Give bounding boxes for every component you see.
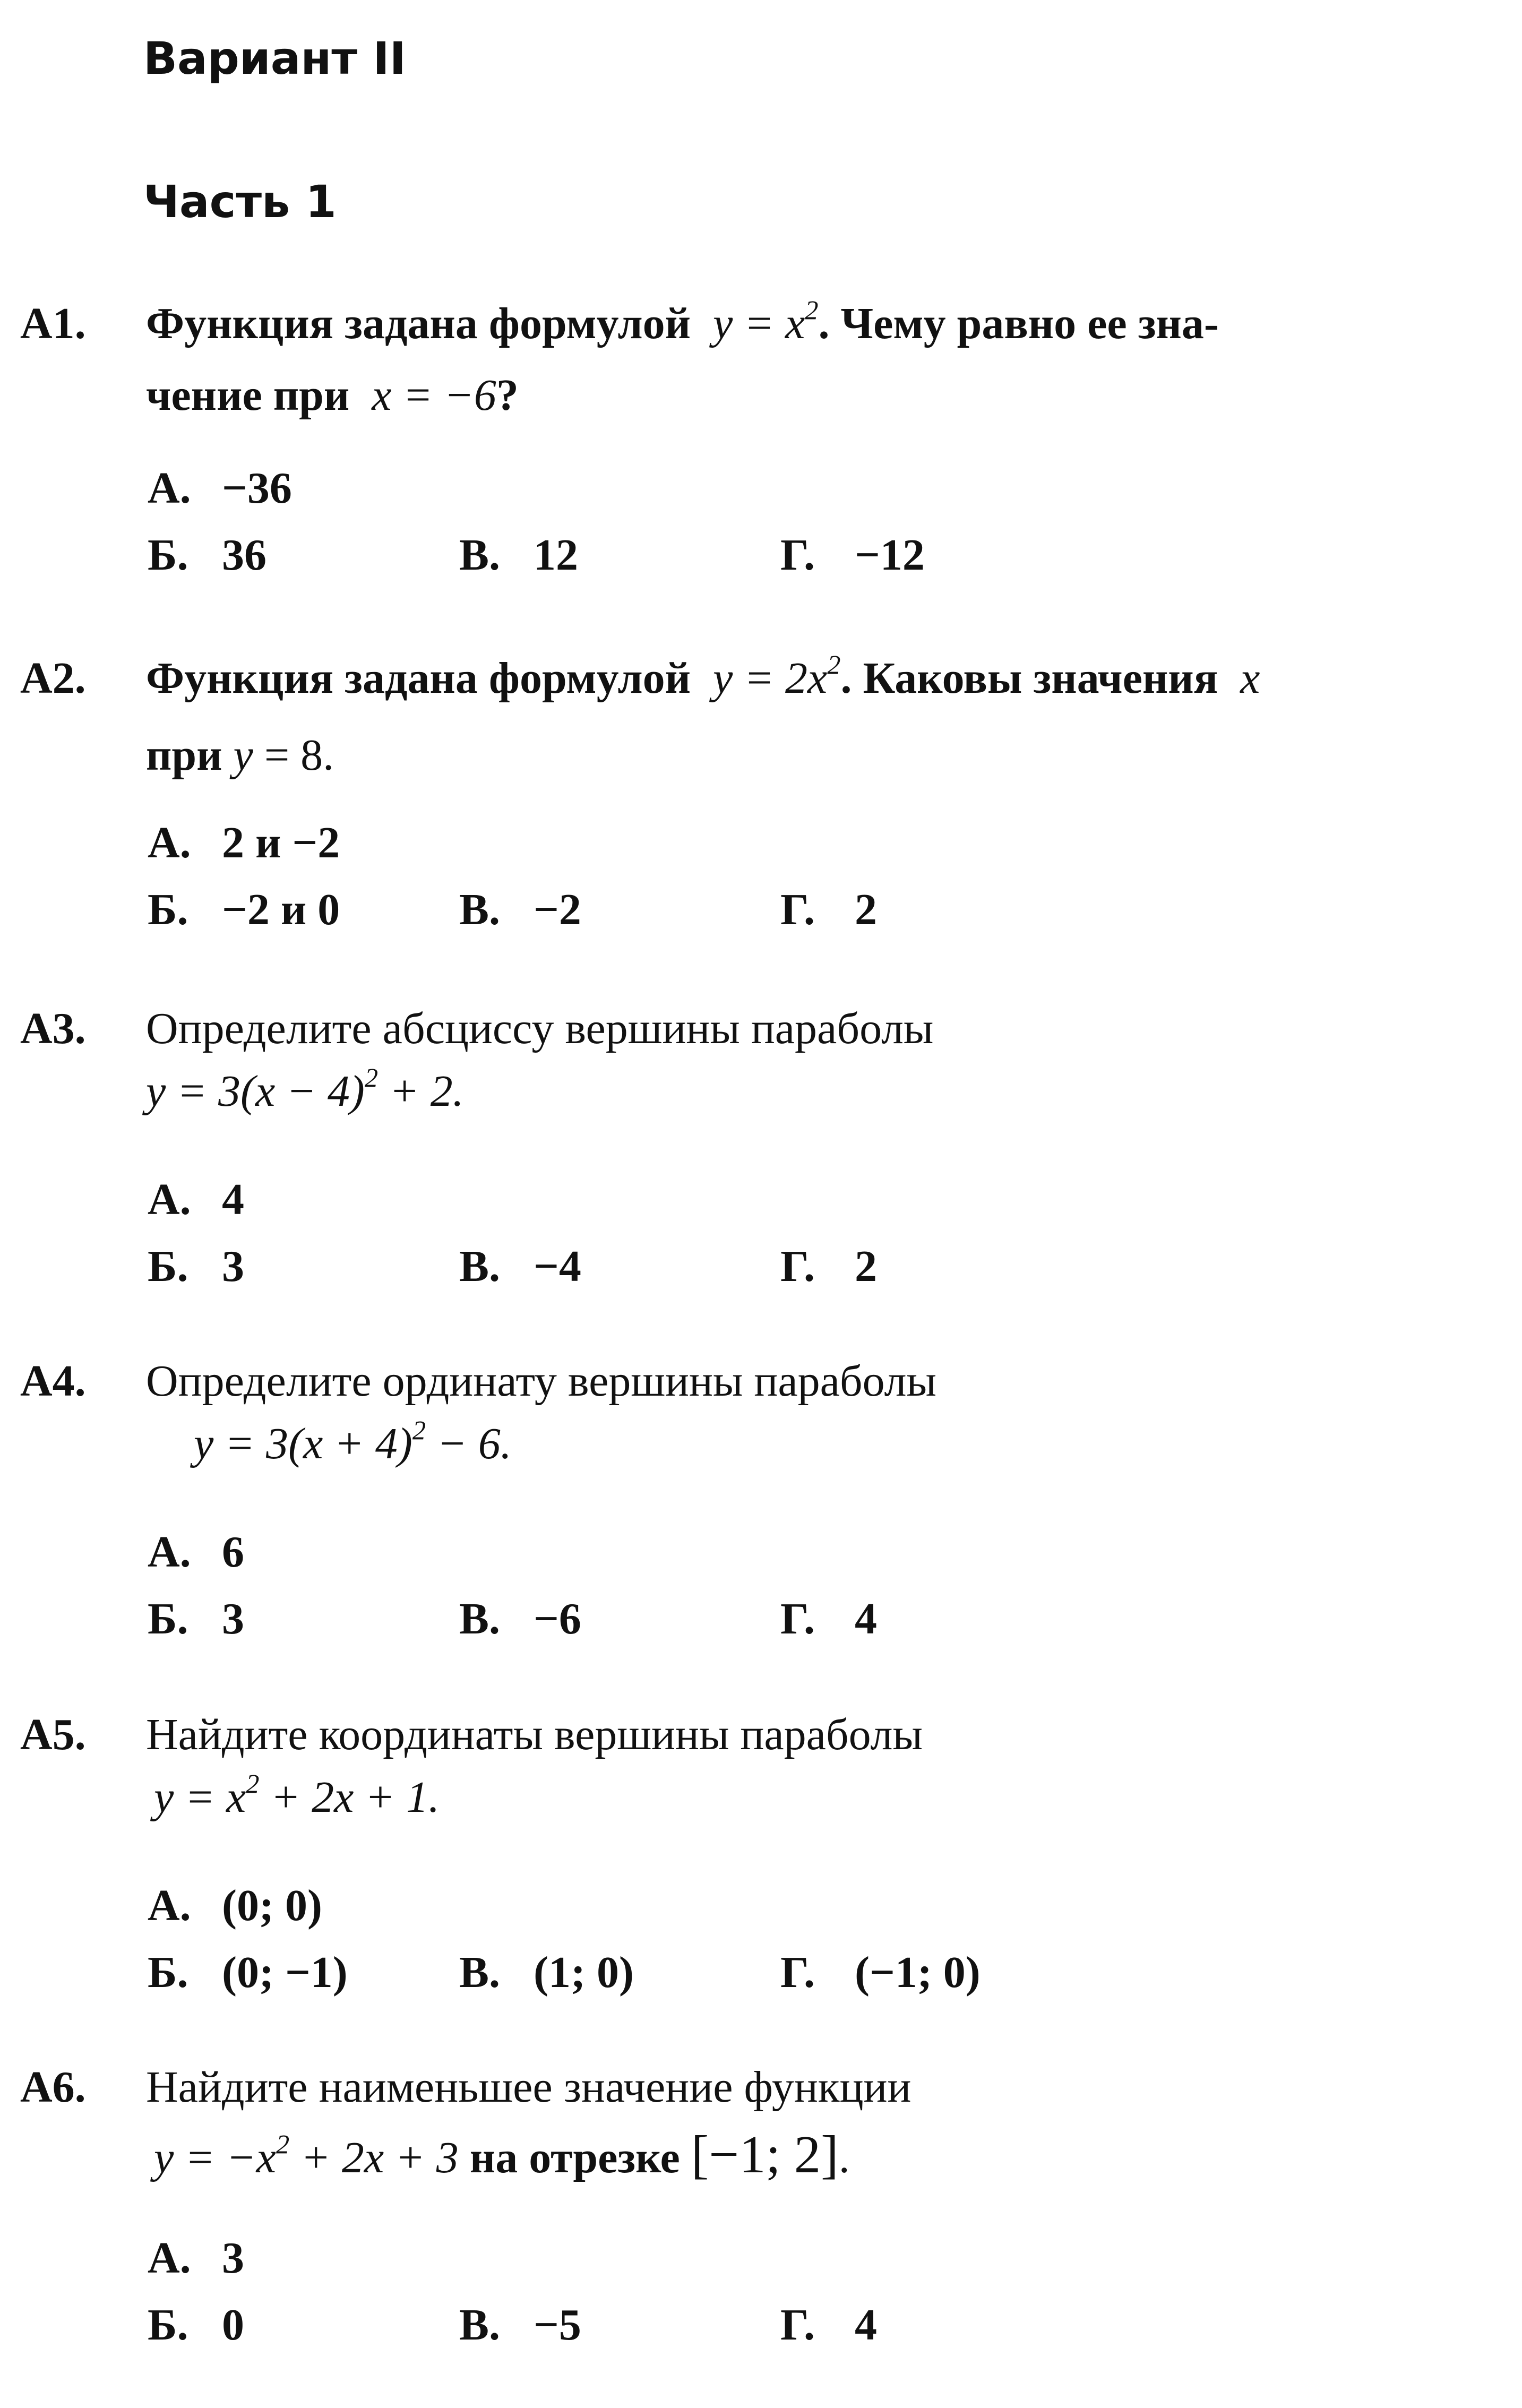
option-value: −6 [534, 1594, 581, 1644]
part-title: Часть 1 [143, 176, 337, 228]
option-value: (0; 0) [222, 1881, 322, 1930]
task-number: A5. [20, 1710, 86, 1759]
option-g [780, 1244, 877, 1289]
option-letter: В. [459, 885, 501, 934]
task-a2 [0, 650, 1522, 985]
formula: x = −6 [372, 371, 496, 420]
option-value: 2 [855, 885, 877, 934]
option-g [780, 885, 877, 934]
option-value: 6 [222, 1527, 244, 1577]
formula-variable: x [1240, 653, 1260, 703]
formula: y = x [713, 299, 805, 348]
formula-exponent: 2 [827, 650, 841, 680]
question-text-suffix: . Каковы значения [840, 653, 1218, 703]
option-letter: А. [148, 1527, 191, 1577]
formula-exponent: 2 [364, 1063, 379, 1093]
formula: y [233, 730, 253, 780]
formula: y = x [154, 1773, 246, 1822]
option-letter: Б. [148, 1242, 188, 1291]
option-v [459, 530, 578, 580]
task-a4 [0, 1356, 1522, 1688]
option-a [148, 1527, 244, 1577]
question-formula [154, 2125, 850, 2184]
option-letter: Б. [148, 2300, 188, 2350]
option-value: −2 [534, 885, 581, 934]
task-a1 [0, 295, 1522, 631]
option-value: 4 [855, 1594, 877, 1644]
task-number: A4. [20, 1356, 86, 1406]
option-v [459, 2300, 581, 2350]
option-value: (−1; 0) [855, 1948, 981, 1997]
question-line-1: Найдите координаты вершины параболы [146, 1710, 923, 1759]
question-text: Функция задана формулой [146, 653, 691, 703]
option-b [148, 530, 266, 580]
option-a [148, 2233, 244, 2283]
option-v [459, 1244, 581, 1289]
formula-exponent: 2 [805, 295, 819, 325]
formula-exponent: 2 [412, 1415, 426, 1446]
option-g [780, 1594, 877, 1644]
option-letter: Г. [780, 530, 815, 580]
formula: y = −x [154, 2133, 276, 2182]
option-letter: Г. [780, 2300, 815, 2350]
option-value: 4 [222, 1175, 244, 1224]
option-value: 4 [855, 2300, 877, 2350]
option-letter: В. [459, 1594, 501, 1644]
formula-exponent: 2 [246, 1769, 260, 1799]
segment-interval: [−1; 2] [691, 2125, 839, 2184]
option-b [148, 885, 340, 934]
option-value: −36 [222, 463, 292, 513]
option-a [148, 1881, 322, 1930]
option-b [148, 1950, 348, 1995]
formula-tail: + 2. [378, 1067, 464, 1116]
option-letter: В. [459, 1948, 501, 1997]
question-text-suffix: . Чему равно ее зна- [818, 299, 1219, 348]
segment-text: на отрезке [458, 2133, 691, 2182]
option-v [459, 1950, 634, 1995]
option-g [780, 1950, 981, 1995]
option-letter: Г. [780, 1594, 815, 1644]
option-value: −12 [855, 530, 925, 580]
option-letter: А. [148, 463, 191, 513]
question-line-2 [146, 373, 519, 418]
option-value: −5 [534, 2300, 581, 2350]
option-letter: А. [148, 2233, 191, 2283]
option-letter: В. [459, 1242, 501, 1291]
formula: y = 3(x + 4) [194, 1419, 412, 1468]
variant-title: Вариант II [143, 32, 406, 84]
question-text-suffix: ? [496, 371, 519, 420]
question-line-2 [146, 730, 334, 780]
question-formula [194, 1415, 512, 1468]
option-letter: Г. [780, 885, 815, 934]
question-line-1: Определите ординату вершины параболы [146, 1356, 936, 1406]
task-a3 [0, 1004, 1522, 1336]
option-letter: Б. [148, 1948, 188, 1997]
option-b [148, 1594, 244, 1644]
option-value: (1; 0) [534, 1948, 634, 1997]
option-letter: А. [148, 1881, 191, 1930]
question-formula [154, 1769, 440, 1822]
task-number: A6. [20, 2062, 86, 2112]
option-a [148, 463, 292, 513]
option-g [780, 2300, 877, 2350]
task-a6 [0, 2062, 1522, 2394]
option-value: 36 [222, 530, 266, 580]
question-text: Функция задана формулой [146, 299, 691, 348]
formula-tail: + 2x + 1. [259, 1773, 440, 1822]
option-letter: А. [148, 1175, 191, 1224]
task-number: A1. [20, 299, 86, 348]
option-letter: В. [459, 2300, 501, 2350]
question-line-1: Найдите наименьшее значение функции [146, 2062, 912, 2112]
option-b [148, 2300, 244, 2350]
question-formula [146, 1063, 464, 1116]
option-value: 2 [855, 1242, 877, 1291]
segment-suffix: . [838, 2133, 850, 2182]
option-letter: Б. [148, 885, 188, 934]
question-text: при [146, 730, 222, 780]
option-a [148, 818, 340, 867]
option-v [459, 1594, 581, 1644]
question-line-1: Определите абсциссу вершины параболы [146, 1004, 934, 1053]
task-number: A3. [20, 1004, 86, 1053]
option-value: −2 и 0 [222, 885, 340, 934]
formula-tail: − 6. [426, 1419, 512, 1468]
option-letter: Г. [780, 1948, 815, 1997]
option-g [780, 530, 925, 580]
option-v [459, 885, 581, 934]
option-letter: Б. [148, 1594, 188, 1644]
option-letter: А. [148, 818, 191, 867]
option-letter: Г. [780, 1242, 815, 1291]
option-value: 3 [222, 1594, 244, 1644]
formula: y = 2x [713, 653, 828, 703]
option-b [148, 1244, 244, 1289]
option-a [148, 1177, 244, 1222]
option-value: −4 [534, 1242, 581, 1291]
question-line-1 [146, 650, 1260, 703]
formula-tail: + 2x + 3 [289, 2133, 459, 2182]
task-a5 [0, 1710, 1522, 2042]
option-value: 3 [222, 2233, 244, 2283]
question-line-1 [146, 295, 1219, 348]
option-value: 2 и −2 [222, 818, 340, 867]
option-value: (0; −1) [222, 1948, 348, 1997]
option-letter: В. [459, 530, 501, 580]
formula: y = 3(x − 4) [146, 1067, 365, 1116]
task-number: A2. [20, 653, 86, 703]
question-text-suffix: = 8. [253, 730, 334, 780]
formula-exponent: 2 [276, 2129, 290, 2160]
option-letter: Б. [148, 530, 188, 580]
question-text: чение при [146, 371, 350, 420]
option-value: 3 [222, 1242, 244, 1291]
option-value: 0 [222, 2300, 244, 2350]
option-value: 12 [534, 530, 578, 580]
